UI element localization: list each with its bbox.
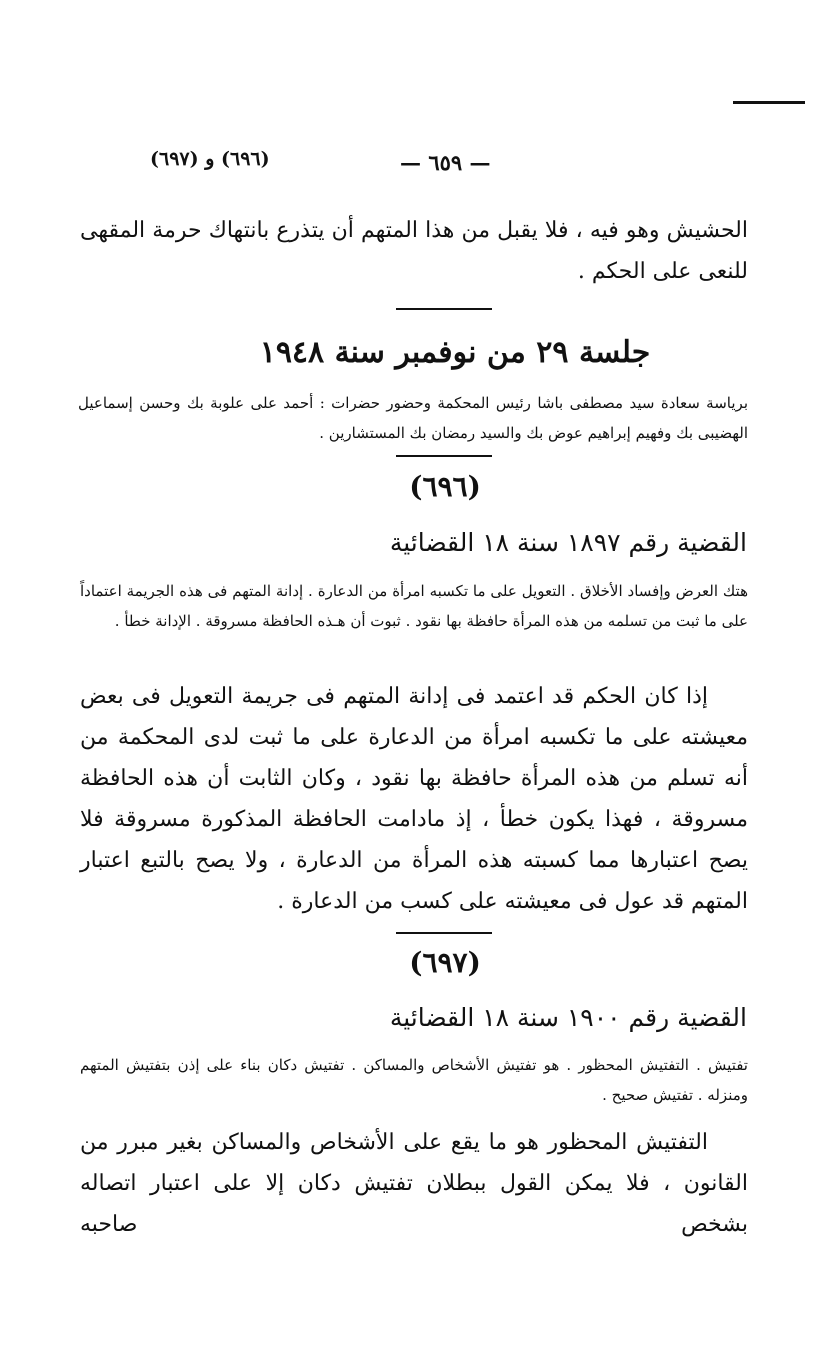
case-number: (٦٩٧) (409, 946, 481, 979)
case-line: القضية رقم ١٨٩٧ سنة ١٨ القضائية (389, 528, 747, 557)
case-refs: (٦٩٦) و (٦٩٧) (150, 148, 270, 170)
presidency-line: برياسة سعادة سيد مصطفى باشا رئيس المحكمة وحضور حضرات : أحمد على علوبة بك وحسن إسماعيل الهضيبى بك وفهيم إبراهيم عوض بك والسيد رمضان بك المستشارين . (78, 394, 748, 442)
corner-rule (733, 101, 805, 104)
case-body: التفتيش المحظور هو ما يقع على الأشخاص والمساكن بغير مبرر من القانون ، فلا يمكن القول ببطلان تفتيش دكان إلا على اعتبار اتصاله بشخص صاحبه (80, 1130, 748, 1237)
section-divider (396, 308, 492, 310)
case-divider (396, 932, 492, 934)
case-summary: تفتيش . التفتيش المحظور . هو تفتيش الأشخاص والمساكن . تفتيش دكان بناء على إذن بتفتيش المتهم ومنزله . تفتيش صحيح . (80, 1056, 748, 1104)
case-divider (396, 455, 492, 457)
page-number: — ٦٥٩ — (400, 150, 491, 175)
case-body: إذا كان الحكم قد اعتمد فى إدانة المتهم فى جريمة التعويل فى بعض معيشته على ما تكسبه امرأة من الدعارة على ما ثبت لدى المحكمة من أنه تسلم من هذه المرأة حافظة بها نقود ، وكان الثابت أن هذه الحافظة مسروقة ، فهذا يكون خطأ ، إذ مادامت الحافظة المذكورة مسروقة فلا يصح اعتبارها مما كسبته هذه المرأة من الدعارة ، ولا يصح بالتبع اعتبار المتهم قد عول فى معيشته على كسب من الدعارة . (80, 684, 748, 914)
running-head (150, 148, 710, 178)
case-summary: هتك العرض وإفساد الأخلاق . التعويل على ما تكسبه امرأة من الدعارة . إدانة المتهم فى هذه الجريمة اعتماداً على ما ثبت من تسلمه من هذه المرأة حافظة بها نقود . ثبوت أن هـذه الحافظة مسروقة . الإدانة خطأ . (80, 582, 748, 630)
session-title: جلسة ٢٩ من نوفمبر سنة ١٩٤٨ (259, 335, 651, 370)
case-line: القضية رقم ١٩٠٠ سنة ١٨ القضائية (389, 1003, 747, 1032)
intro-paragraph: الحشيش وهو فيه ، فلا يقبل من هذا المتهم أن يتذرع بانتهاك حرمة المقهى للنعى على الحكم . (80, 218, 748, 284)
case-number: (٦٩٦) (409, 470, 481, 503)
